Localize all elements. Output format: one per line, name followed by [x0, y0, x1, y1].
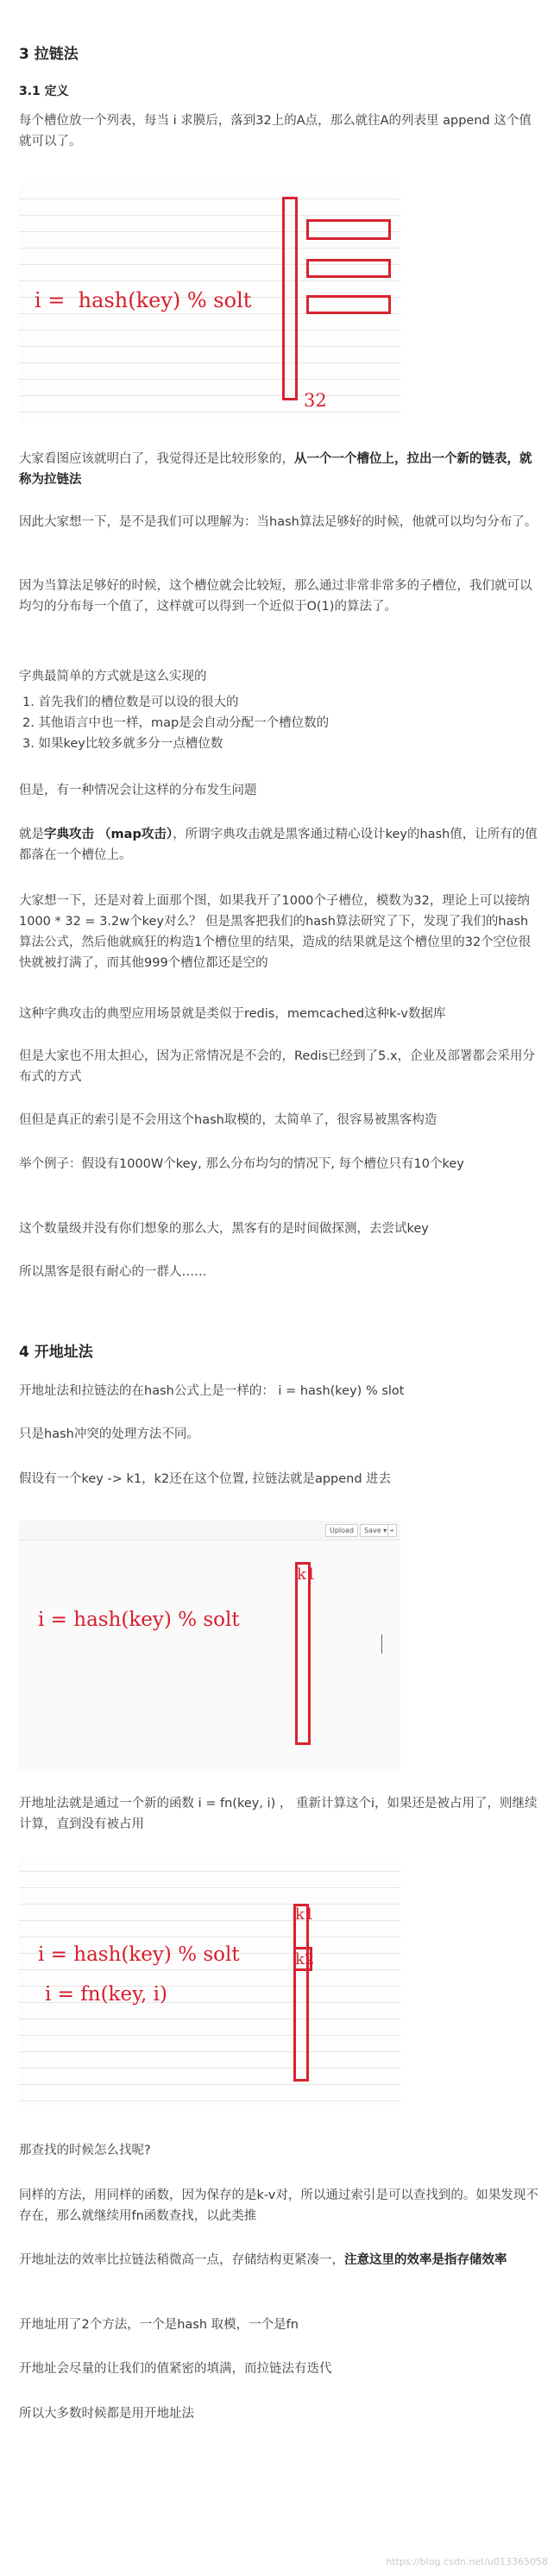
- section-3-1-title: 3.1 定义: [19, 85, 69, 98]
- paragraph: 但是，有一种情况会让这样的分布发生问题: [19, 784, 257, 797]
- section-4-title: 4 开地址法: [19, 1344, 93, 1361]
- bold-text: 注意这里的效率是指存储效率: [344, 2253, 507, 2267]
- slot-32-label: 32: [304, 390, 327, 411]
- paragraph: 这个数量级并没有你们想象的那么大，黑客有的是时间做探测，去尝试key: [19, 1222, 429, 1236]
- paragraph: 因为当算法足够好的时候，这个槽位就会比较短，那么通过非常非常多的子槽位，我们就可以均匀的分布每一个值了，这样就可以得到一个近似于O(1)的算法了。: [19, 579, 532, 614]
- save-button[interactable]: Save ▾: [360, 1524, 391, 1537]
- paragraph: 同样的方法，用同样的函数，因为保存的是k-v对，所以通过索引是可以查找到的。如果发现不存在，那么就继续用fn函数查找，以此类推: [19, 2189, 538, 2223]
- paragraph: 开地址会尽量的让我们的值紧密的填满，而拉链法有迭代: [19, 2362, 332, 2376]
- k1-label: k1: [295, 1905, 315, 1924]
- chain-node-box: [306, 219, 391, 240]
- diagram-hash-chaining: [19, 183, 400, 425]
- text: 就是: [19, 828, 44, 841]
- text-cursor: [381, 1634, 382, 1653]
- paragraph: 开地址用了2个方法，一个是hash 取模，一个是fn: [19, 2318, 299, 2332]
- diagram-open-addressing: [19, 1521, 400, 1771]
- hash-formula: i = hash(key) % solt: [38, 1943, 240, 1966]
- paragraph: [19, 2250, 540, 2271]
- k1-label: k1: [297, 1565, 317, 1584]
- pin-icon[interactable]: ⌖: [387, 1524, 397, 1537]
- paragraph: 但但是真正的索引是不会用这个hash取模的，太简单了，很容易被黑客构造: [19, 1113, 437, 1127]
- paragraph: 那查找的时候怎么找呢?: [19, 2144, 151, 2157]
- ordered-list: [19, 692, 540, 754]
- paragraph: 但是大家也不用太担心，因为正常情况是不会的，Redis已经到了5.x，企业及部署都会采用分布式的方式: [19, 1049, 536, 1084]
- hash-formula: i = hash(key) % solt: [35, 288, 252, 312]
- k2-label: k2: [295, 1950, 315, 1968]
- paragraph: 因此大家想一下，是不是我们可以理解为：当hash算法足够好的时候，他就可以均匀分布了。: [19, 515, 538, 529]
- text: ，所谓字典攻击就是黑客通过精心设计key的hash值，让所有的值都落在一个槽位上。: [19, 828, 538, 862]
- paragraph: 字典最简单的方式就是这么实现的: [19, 670, 207, 683]
- paragraph: 所以大多数时候都是用开地址法: [19, 2407, 194, 2421]
- paragraph: [19, 824, 540, 866]
- chain-node-box: [306, 259, 391, 278]
- list-item: 3. 如果key比较多就多分一点槽位数: [22, 737, 223, 751]
- paragraph: 开地址法就是通过一个新的函数 i = fn(key, i) ， 重新计算这个i，如果还是被占用了，则继续计算，直到没有被占用: [19, 1797, 538, 1831]
- watermark: https://blog.csdn.net/u013365058: [386, 2556, 548, 2567]
- text: 大家看图应该就明白了，我觉得还是比较形象的，: [19, 452, 294, 466]
- bold-text: 从一个一个槽位上，拉出一个新的链表，就称为拉链法: [19, 452, 532, 487]
- diagram-rehash: [19, 1855, 400, 2106]
- upload-button[interactable]: Upload: [325, 1524, 358, 1537]
- paragraph: 假设有一个key -> k1，k2还在这个位置, 拉链法就是append 进去: [19, 1472, 392, 1486]
- paragraph: 所以黑客是很有耐心的一群人……: [19, 1265, 207, 1279]
- slot-array-box: [295, 1562, 311, 1745]
- list-item: 1. 首先我们的槽位数是可以设的很大的: [22, 696, 239, 709]
- rehash-formula: i = fn(key, i): [45, 1983, 167, 2006]
- chain-node-box: [306, 295, 391, 314]
- section-3-title: 3 拉链法: [19, 46, 79, 63]
- editor-toolbar: [19, 1521, 400, 1540]
- paragraph: 每个槽位放一个列表，每当 i 求膜后，落到32上的A点，那么就往A的列表里 append 这个值就可以了。: [19, 114, 532, 148]
- list-item: 2. 其他语言中也一样，map是会自动分配一个槽位数的: [22, 716, 330, 730]
- text: 开地址法的效率比拉链法稍微高一点，存储结构更紧凑一，: [19, 2253, 344, 2267]
- paragraph: [19, 449, 540, 490]
- hash-formula: i = hash(key) % solt: [38, 1609, 240, 1631]
- paragraph: 大家想一下，还是对着上面那个图，如果我开了1000个子槽位，模数为32，理论上可以接纳 1000 * 32 = 3.2w个key对么？ 但是黑客把我们的hash算法研究了下，发现了我们的hash算法公式，然后他就疯狂的构造1个槽位里的结果，造成的结果就是这个槽位里的32个空位很快就被打满了，而其他999个槽位都还是空的: [19, 894, 532, 970]
- bold-text: 字典攻击 （map攻击）: [44, 828, 173, 841]
- paragraph: 开地址法和拉链法的在hash公式上是一样的： i = hash(key) % slot: [19, 1384, 405, 1398]
- slot-array-box: [282, 197, 298, 400]
- paragraph: 举个例子：假设有1000W个key, 那么分布均匀的情况下, 每个槽位只有10个key: [19, 1157, 464, 1171]
- slot-array-box: [293, 1904, 309, 2082]
- paragraph: 这种字典攻击的典型应用场景就是类似于redis，memcached这种k-v数据库: [19, 1007, 446, 1021]
- paragraph: 只是hash冲突的处理方法不同。: [19, 1427, 199, 1441]
